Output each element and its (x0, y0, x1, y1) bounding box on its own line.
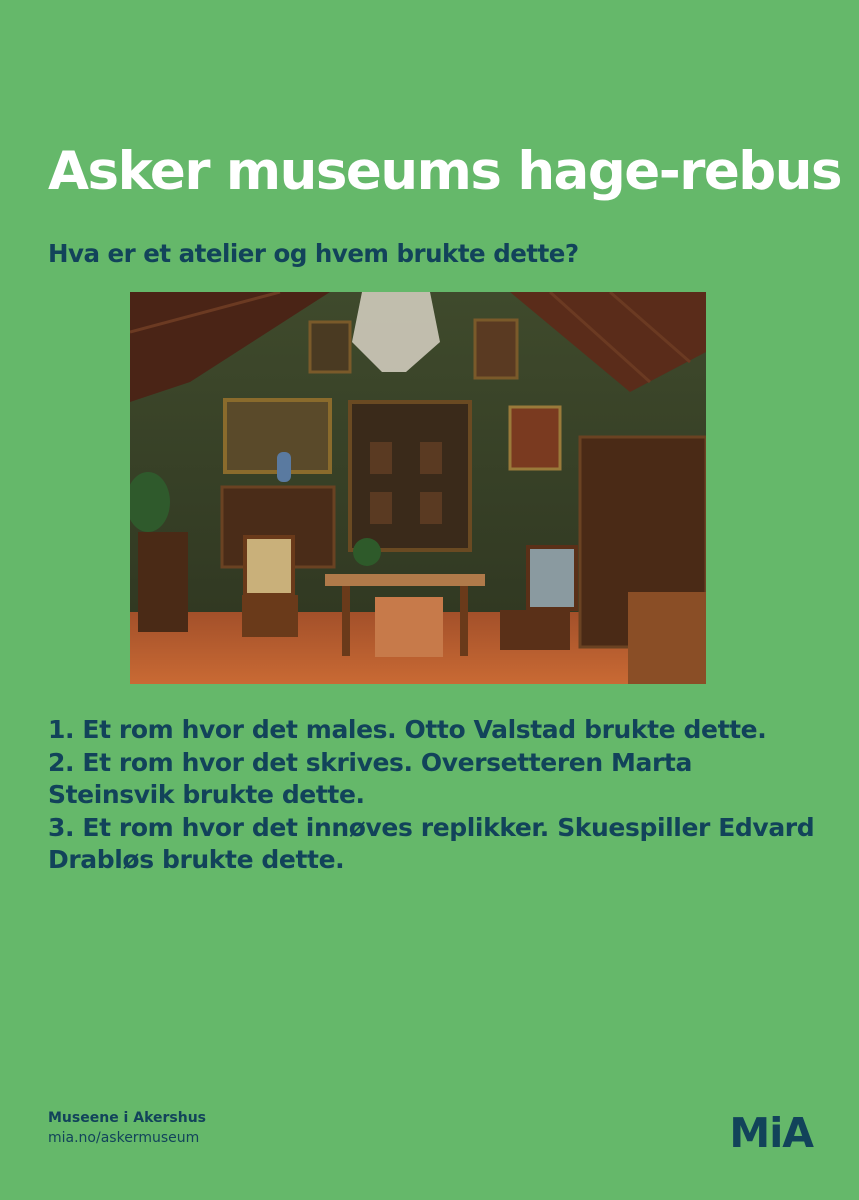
page-title: Asker museums hage-rebus (48, 141, 842, 202)
footer-organization: Museene i Akershus (48, 1110, 206, 1126)
answer-options (48, 714, 823, 877)
answer-option-1: 1. Et rom hvor det males. Otto Valstad brukte dette. (48, 715, 767, 744)
footer-url: mia.no/askermuseum (48, 1130, 200, 1146)
answer-option-3: 3. Et rom hvor det innøves replikker. Skuespiller Edvard Drabløs brukte dette. (48, 812, 815, 874)
atelier-photo (130, 292, 706, 684)
question-heading: Hva er et atelier og hvem brukte dette? (48, 239, 579, 268)
mia-logo: MiA (729, 1109, 813, 1157)
answer-option-2: 2. Et rom hvor det skrives. Oversetteren Marta Steinsvik brukte dette. (48, 747, 692, 809)
